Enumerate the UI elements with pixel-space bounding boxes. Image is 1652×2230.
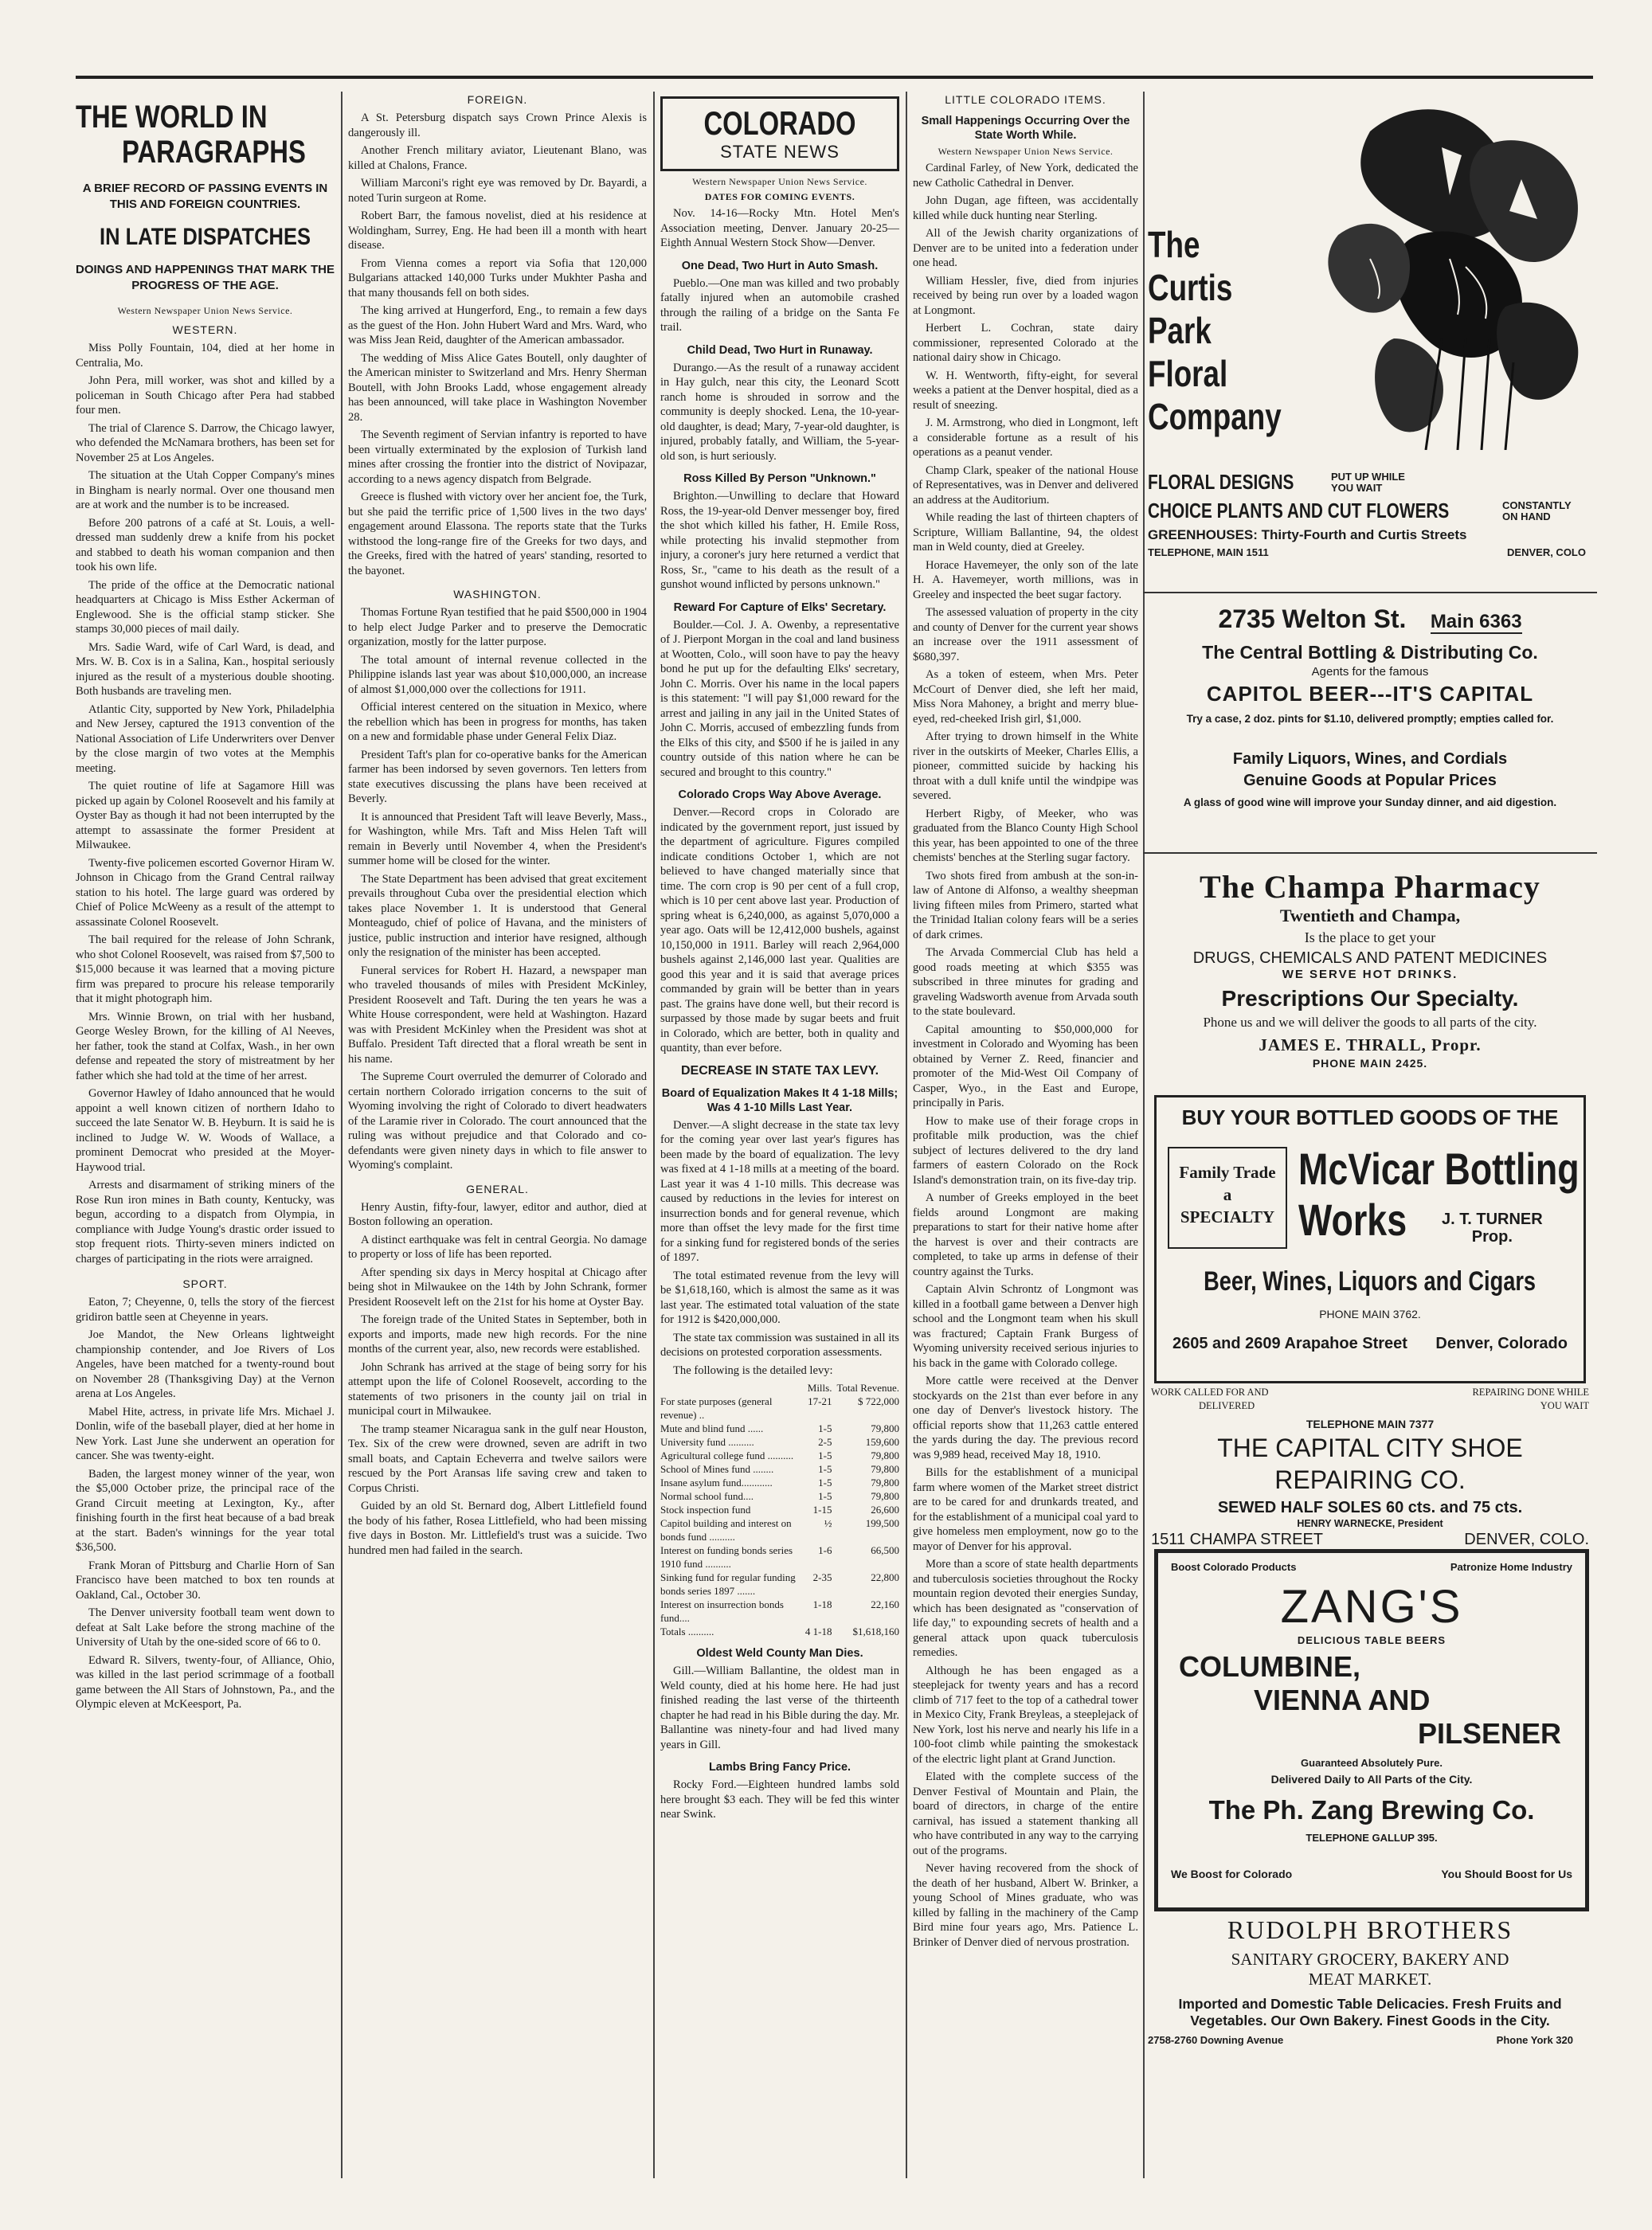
news-paragraph: After spending six days in Mercy hospital at Chicago after being shot in Milwaukee on the 14th by John Schrank, former President Roosevelt left on the 21st for his home at Oyster Bay. (348, 1266, 647, 1309)
news-paragraph: The foreign trade of the United States in September, both in exports and imports, made new high records. For the nine months of the current year, also, new records were established. (348, 1313, 647, 1356)
news-paragraph: While reading the last of thirteen chapters of Scripture, William Ballantine, 94, the oldest man in Weld county, died at Greeley. (913, 511, 1138, 554)
news-paragraph: Arrests and disarmament of striking miners of the Rose Run iron mines in Bath county, Kentucky, was begun, according to a dispatch from Olympia, in compliance with Judge Young's drastic order issued to stop frequent riots. Thirty-seven miners indicted on charges of participating in the riots were arraigned. (76, 1179, 335, 1266)
shoe-repair-ad: WORK CALLED FOR AND DELIVERED REPAIRING DONE WHILE YOU WAIT TELEPHONE MAIN 7377 THE CAPITAL CITY SHOE REPAIRING CO. SEWED HALF SOLES 60 cts. and 75 cts. HENRY WARNECKE, President 1511 CHAMPA STREET DENVER, COLO. (1151, 1387, 1589, 1548)
story-heading: Reward For Capture of Elks' Secretary. (673, 601, 887, 614)
table-row: Totals .......... 4 1-18 $1,618,160 (660, 1626, 899, 1637)
story-heading: Lambs Bring Fancy Price. (708, 1761, 851, 1774)
service-credit: Western Newspaper Union News Service. (117, 305, 293, 316)
news-paragraph: A St. Petersburg dispatch says Crown Prince Alexis is dangerously ill. (348, 111, 647, 139)
dates-heading: DATES FOR COMING EVENTS. (704, 191, 855, 202)
news-paragraph: It is announced that President Taft will leave Beverly, Mass., for Washington, while Mrs. Taft and Miss Helen Taft will remain in Beverly until November 4, when the President's summer home will be closed for the winter. (348, 810, 647, 867)
advertisements-column (1143, 92, 1597, 2186)
news-paragraph: The tramp steamer Nicaragua sank in the gulf near Houston, Tex. Six of the crew were drowned, seven are adrift in two small boats, and Captain Echeverra and twelve sailors were rescued by the Port Aransas life saving crew and taken to Corpus Christi. (348, 1422, 647, 1495)
section-sport: SPORT. (182, 1277, 228, 1290)
news-paragraph: From Vienna comes a report via Sofia that 120,000 Bulgarians attacked 140,000 Turks under Mukhter Pasha and that many thousands fell on both sides. (348, 256, 647, 299)
table-row: Sinking fund for regular funding bonds series 1897 ....... 2-35 22,800 (660, 1571, 899, 1597)
colorado-title: COLORADO (703, 104, 856, 142)
story-text: The following is the detailed levy: (673, 1363, 833, 1377)
sport-articles (76, 1295, 335, 1712)
news-paragraph: W. H. Wentworth, fifty-eight, for several weeks a patient at the Denver hospital, died as a result of sneezing. (913, 369, 1138, 412)
ad-divider (1143, 852, 1597, 854)
top-rule (76, 76, 1593, 79)
news-paragraph: Funeral services for Robert H. Hazard, a newspaper man who traveled thousands of miles with President McKinley, President Roosevelt and Taft. During the ten years he was a White House correspondent, were held at Washington. Hazard was with President McKinley when the President was shot at Buffalo. President Taft directed that a floral wreath be sent in his name. (348, 964, 647, 1066)
mcvicar-name: McVicar Bottling Works (1298, 1144, 1580, 1245)
section-western: WESTERN. (172, 323, 238, 336)
story-text: Boulder.—Col. J. A. Owenby, a representative of J. Pierpont Morgan in the coal and land business at Wootten, Colo., will soon have to pay the heavy bond he put up for the defaulting Elks' secretary, John C. Morris. Over his name in the local papers is this statement: "I will pay $1,000 reward for the arrest and jailing in any jail in the United States of John C. Morris, accused of embezzling funds from the Elks of this city, and $500 if he is jailed in any country outside of this nation where he can be secured and brought to this country." (660, 618, 899, 779)
news-paragraph: A distinct earthquake was felt in central Georgia. No damage to property or loss of life has been reported. (348, 1233, 647, 1261)
news-paragraph: A number of Greeks employed in the beet fields around Longmont are making preparations to start for their native home after the harvest is over and their contracts are completed, to take up arms in defense of their country against the Turks. (913, 1191, 1138, 1278)
family-trade-box: Family Trade a SPECIALTY (1168, 1147, 1287, 1249)
capitol-beer-ad: 2735 Welton St. Main 6363 The Central Bottling & Distributing Co. Agents for the famous CAPITOL BEER---IT'S CAPITAL Try a case, 2 doz. pints for $1.10, delivered promptly; empties called for. Family Liquors, Wines, and Cordials Genuine Goods at Popular Prices A glass of good wine will improve your Sunday dinner, and aid digestion. (1183, 604, 1557, 808)
news-paragraph: The Denver university football team went down to defeat at Salt Lake before the strong machine of the University of Utah by the one-sided score of 66 to 0. (76, 1606, 335, 1649)
column-world-paragraphs (76, 92, 335, 2186)
general-articles (348, 1200, 647, 1559)
table-row: Agricultural college fund .......... 1-5 79,800 (660, 1450, 899, 1461)
news-paragraph: The assessed valuation of property in the city and county of Denver for the current year shows an increase over the 1911 assessment of $680,397. (913, 606, 1138, 663)
story-text: Brighton.—Unwilling to declare that Howard Ross, the 19-year-old Denver messenger boy, fired the shot which killed his father, H. Emile Ross, while protecting his invalid stepmother from injury, a coroner's jury here returned a verdict that Ross, Sr., "came to his death as the result of a gunshot wound inflicted by persons unknown." (660, 490, 899, 591)
news-paragraph: Bills for the establishment of a municipal farm where women of the Market street district are to be cared for and drunkards treated, and for the establishment of a municipal coal yard to give homeless men employment, now go to the mayor of Denver for his approval. (913, 1466, 1138, 1553)
news-paragraph: Henry Austin, fifty-four, lawyer, editor and author, died at Boston following an operation. (348, 1200, 647, 1228)
story-heading: DECREASE IN STATE TAX LEVY. (680, 1063, 879, 1078)
mcvicar-products: Beer, Wines, Liquors and Cigars (1204, 1266, 1537, 1297)
story-text: The state tax commission was sustained in all its decisions on protested corporation assessments. (660, 1331, 899, 1359)
foreign-articles (348, 111, 647, 578)
tax-levy-table (660, 1381, 899, 1638)
curtis-name-block: The Curtis Park Floral Company (1148, 224, 1282, 437)
news-paragraph: Mabel Hite, actress, in private life Mrs. Michael J. Donlin, wife of the baseball player, died at her home in New York. Last June she underwent an operation for cancer. She was twenty-eight. (76, 1405, 335, 1462)
news-paragraph: Governor Hawley of Idaho announced that he would appoint a well known citizen of northern Idaho to succeed the late Senator W. B. Heyburn. It is said he is inclined to Judge W. W. Woods of Wallace, a prominent Democrat who presided at the Moyer-Haywood trial. (76, 1087, 335, 1174)
service-credit: Western Newspaper Union News Service. (692, 176, 867, 187)
table-row: Stock inspection fund 1-15 26,600 (660, 1504, 899, 1516)
table-row: Insane asylum fund............ 1-5 79,800 (660, 1477, 899, 1489)
news-paragraph: President Taft's plan for co-operative banks for the American farmer has been indorsed by seven governors. Ten letters from state executives discussing the plans have been received at Beverly. (348, 748, 647, 805)
news-paragraph: Never having recovered from the shock of the death of her husband, Albert W. Brinker, a young School of Mines graduate, who was killed by falling in the machinery of the Camp Bird mine four years ago, Mrs. Patience L. Brinker of Denver died of nervous prostration. (913, 1862, 1138, 1949)
table-row: For state purposes (general revenue) .. 17-21 $ 722,000 (660, 1395, 899, 1421)
column-little-colorado (913, 92, 1138, 2186)
story-heading: Colorado Crops Way Above Average. (678, 788, 882, 801)
section-general: GENERAL. (466, 1182, 529, 1195)
news-paragraph: Official interest centered on the situation in Mexico, where the rebellion which has been in progress for months, has taken on a new and formidable phase under General Felix Diaz. (348, 701, 647, 743)
story-text: Durango.—As the result of a runaway accident in Hay gulch, near this city, the Leonard Scott ranch home is shrouded in sorrow and the community is deeply shocked. Lena, the 10-year-old daughter, is dead; Mary, 7-year-old daughter, is injured, probably fatally, and William, the 5-year-old son, is hurt seriously. (660, 361, 899, 463)
western-articles (76, 341, 335, 1266)
table-row: Mute and blind fund ...... 1-5 79,800 (660, 1422, 899, 1434)
news-paragraph: Joe Mandot, the New Orleans lightweight championship contender, and Joe Rivers of Los Angeles, have been matched for a twenty-round bout on November 28 (Thanksgiving Day) at the Vernon arena at Los Angeles. (76, 1328, 335, 1400)
news-paragraph: More cattle were received at the Denver stockyards on the 21st than ever before in any one day of Denver's livestock history. The official reports show that 11,263 cattle entered the yards during the day. The previous record was 9,989 head, received May 18, 1910. (913, 1375, 1138, 1461)
news-paragraph: Miss Polly Fountain, 104, died at her home in Centralia, Mo. (76, 342, 335, 370)
curtis-services: FLORAL DESIGNS PUT UP WHILE YOU WAIT CHOICE PLANTS AND CUT FLOWERS CONSTANTLY ON HAND GREENHOUSES: Thirty-Fourth and Curtis Streets TELEPHONE, MAIN 1511 DENVER, COLO (1148, 470, 1586, 558)
news-paragraph: Herbert Rigby, of Meeker, who was graduated from the Blanco County High School this year, has been appointed to one of the three chemists' benches at the Sterling sugar factory. (913, 807, 1138, 864)
news-paragraph: As a token of esteem, when Mrs. Peter McCourt of Denver died, she left her maid, Miss Nora Mahoney, a bright and merry blue-eyed, red-cheeked Irish girl, $1,000. (913, 668, 1138, 726)
column-divider (906, 92, 907, 2178)
table-row: University fund .......... 2-5 159,600 (660, 1436, 899, 1448)
news-paragraph: Thomas Fortune Ryan testified that he paid $500,000 in 1904 to help elect Judge Parker and to preserve the Democratic organization, mostly for the latter purpose. (348, 606, 647, 648)
news-paragraph: More than a score of state health departments and tuberculosis societies throughout the Rocky mountain region devoted their energies Sunday, which has been designated as "conservation of life day," to expounding secrets of health and a general attack upon quack tuberculosis remedies. (913, 1558, 1138, 1659)
column-divider (653, 92, 655, 2178)
story-subheading: Board of Equalization Makes It 4 1-18 Mills; Was 4 1-10 Mills Last Year. (661, 1086, 898, 1114)
news-paragraph: Captain Alvin Schrontz of Longmont was killed in a football game between a Denver high school and the Longmont team when his skull was fractured; Captain Frank Burgess of Wyoming university received serious injuries to his back in the game with Colorado college. (913, 1283, 1138, 1370)
news-paragraph: Horace Havemeyer, the only son of the late H. A. Havemeyer, worth millions, was in Greeley and inspected the beet sugar factory. (913, 558, 1138, 601)
headline-world: THE WORLD IN (76, 100, 268, 135)
news-paragraph: How to make use of their forage crops in profitable milk production, was the chief subject of lectures delivered to the dry land farmers of eastern Colorado on the Rock Island's demonstration train, on its five-day trip. (913, 1114, 1138, 1187)
news-paragraph: Elated with the complete success of the Denver Festival of Mountain and Plain, the board of directors, in charge of the entire carnival, has issued a statement thanking all who have contributed in any way to the carrying out of the programs. (913, 1770, 1138, 1857)
story-heading: Ross Killed By Person "Unknown." (683, 472, 876, 485)
news-paragraph: Before 200 patrons of a café at St. Louis, a well-dressed man suddenly drew a knife from his pocket and stabbed to death his woman companion and then took his own life. (76, 516, 335, 573)
news-paragraph: Mrs. Winnie Brown, on trial with her husband, George Wesley Brown, for the killing of Al Neeves, her father, took the stand at Colfax, Wash., in her own defense and repeated the story of mistreatment by her father which she had told at the time of her arrest. (76, 1010, 335, 1082)
story-heading: One Dead, Two Hurt in Auto Smash. (681, 259, 879, 272)
news-paragraph: Twenty-five policemen escorted Governor Hiram W. Johnson in Chicago from the Grand Central railway station to his hotel. The large guard was ordered by Chief of Police McWeeny as a result of the attempt to assassinate Colonel Roosevelt. (76, 856, 335, 929)
table-row: Interest on insurrection bonds fund.... 1-18 22,160 (660, 1598, 899, 1624)
news-paragraph: The situation at the Utah Copper Company's mines in Bingham is nearly normal. Over one thousand men are at work and the number is to be increased. (76, 469, 335, 511)
news-paragraph: Edward R. Silvers, twenty-four, of Alliance, Ohio, was killed in the last period scrimmage of a football game between the All Stars of Johnstown, Pa., and the Olympic eleven at McKeesport, Pa. (76, 1653, 335, 1711)
news-paragraph: The pride of the office at the Democratic national headquarters at Chicago is Miss Esther Ackerman of Englewood. She is the official stamp sticker. She stamps 30,000 pieces of mail daily. (76, 578, 335, 636)
washington-articles (348, 605, 647, 1173)
flower-illustration (1322, 100, 1593, 450)
dates-text: Nov. 14-16—Rocky Mtn. Hotel Men's Association meeting, Denver. January 20-25—Eighth Annual Western Stock Show—Denver. (660, 207, 899, 249)
newspaper-page (76, 76, 1593, 2190)
table-row: Capitol building and interest on bonds fund .......... ½ 199,500 (660, 1517, 899, 1543)
news-paragraph: The total amount of internal revenue collected in the Philippine islands last year was about $10,000,000, an increase of almost $1,000,000 over the collections for 1911. (348, 653, 647, 696)
table-row: Interest on funding bonds series 1910 fund .......... 1-6 66,500 (660, 1544, 899, 1570)
news-paragraph: After trying to drown himself in the White river in the outskirts of Meeker, Charles Ellis, a pioneer, committed suicide by hacking his throat with a dull knife until the windpipe was severed. (913, 730, 1138, 802)
section-washington: WASHINGTON. (453, 588, 542, 601)
rudolph-brothers-ad: RUDOLPH BROTHERS SANITARY GROCERY, BAKERY AND MEAT MARKET. Imported and Domestic Table Delicacies. Fresh Fruits and Vegetables. Our Own Bakery. Finest Goods in the City. 2758-2760 Downing Avenue Phone York 320 (1148, 1915, 1573, 2046)
news-paragraph: The Arvada Commercial Club has held a good roads meeting at which $355 was subscribed in three minutes for grading and graveling Wadsworth avenue from Arvada south to the state boulevard. (913, 946, 1138, 1018)
story-heading: Oldest Weld County Man Dies. (696, 1647, 863, 1660)
news-paragraph: Robert Barr, the famous novelist, died at his residence at Woldingham, Surrey, Eng. He had been ill a month with heart disease. (348, 209, 647, 252)
table-row: School of Mines fund ........ 1-5 79,800 (660, 1463, 899, 1475)
mcvicar-proprietor: J. T. TURNER Prop. (1442, 1211, 1543, 1246)
news-paragraph: Herbert L. Cochran, state dairy commissioner, represented Colorado at the national dairy show in Chicago. (913, 322, 1138, 364)
news-paragraph: Cardinal Farley, of New York, dedicated the new Catholic Cathedral in Denver. (913, 162, 1138, 190)
news-paragraph: Atlantic City, supported by New York, Philadelphia and New Jersey, captured the 1913 convention of the National Association of Life Underwriters over Denver by the close margin of two votes at the Memphis meeting. (76, 702, 335, 775)
news-paragraph: Champ Clark, speaker of the national House of Representatives, was in Denver and delivered an address at the Auditorium. (913, 464, 1138, 507)
colorado-state-news-box (660, 96, 899, 171)
news-paragraph: The quiet routine of life at Sagamore Hill was picked up again by Colonel Roosevelt and his family at Oyster Bay as though it had not been interrupted by the attempt to assassinate the former President at Milwaukee. (76, 780, 335, 851)
service-credit: Western Newspaper Union News Service. (938, 146, 1114, 157)
story-text: Gill.—William Ballantine, the oldest man in Weld county, died at his home here. He had just finished reading the last verse of the thirteenth chapter he had read in his Bible during the day. Mr. Ballantine was ninety-four and had lived many years in Gill. (660, 1665, 899, 1751)
news-paragraph: John Schrank has arrived at the stage of being sorry for his attempt upon the life of Colonel Roosevelt, according to the statements of two prisoners in the county jail on trial in municipal court in Milwaukee. (348, 1360, 647, 1418)
mcvicar-bottling-ad: BUY YOUR BOTTLED GOODS OF THE Family Trade a SPECIALTY McVicar Bottling Works J. T. TURNER Prop. Beer, Wines, Liquors and Cigars PHONE MAIN 3762. 2605 and 2609 Arapahoe Street Denver, Colorado (1154, 1095, 1586, 1383)
little-colorado-subhead: Small Happenings Occurring Over the State Worth While. (921, 115, 1130, 142)
news-paragraph: The State Department has been advised that great excitement prevails throughout Cuba over the presidential election which takes place November 1. It is understood that General Monteagudo, chief of police of Havana, and the ministers of justice, public instruction and interior have resigned, although only the resignation of the minister has been accepted. (348, 872, 647, 959)
section-little-colorado: LITTLE COLORADO ITEMS. (945, 93, 1106, 106)
headline-paragraphs: PARAGRAPHS (122, 135, 306, 170)
state-news-title: STATE NEWS (720, 142, 840, 162)
news-paragraph: Although he has been engaged as a steeplejack for twenty years and has a record climb of 717 feet to the top of a cathedral tower in Mexico City, Frank Breyleas, a steeplejack of New York, lost his nerve and nearly his life in a 100-foot climb while painting the smokestack of the electric light plant at Grand Junction. (913, 1664, 1138, 1766)
table-header-row: Mills. Total Revenue. (807, 1382, 899, 1394)
news-paragraph: The trial of Clarence S. Darrow, the Chicago lawyer, who defended the McNamara brothers, has been set for November 25 at Los Angeles. (76, 421, 335, 464)
ad-divider (1143, 592, 1597, 593)
story-text: Denver.—Record crops in Colorado are indicated by the government report, just issued by the department of agriculture. Figures compiled indicate conditions October 1, which are not believed to have changed materially since that time. The corn crop is 90 per cent of a full crop, which is 10 per cent above last year. Production of spring wheat is 6,240,000, as against 5,070,000 a year ago. Oats will be 12,412,000 bushels, against 10,150,000 in 1911. Barley will reach 2,964,000 bushels against 2,146,000 last year. Qualities are good this year and it is said that average prices commanded by grain will be better than in years past. The grains have done well, but their record is surpassed by those made by sugar beets and fruit in Colorado, which are better, both in quality and quantity, than ever before. (660, 806, 899, 1054)
column-foreign (348, 92, 647, 2186)
subhead-doings: DOINGS AND HAPPENINGS THAT MARK THE PROGRESS OF THE AGE. (76, 263, 335, 292)
story-text: Rocky Ford.—Eighteen hundred lambs sold here brought $3 each. They will be fed this winter near Swink. (660, 1778, 899, 1821)
table-row: Normal school fund.... 1-5 79,800 (660, 1490, 899, 1502)
news-paragraph: Two shots fired from ambush at the son-in-law of Antone di Alfonso, a wealthy sheepman living fifteen miles from Primero, started what the Trinidad Italian colony fears will be a series of dark crimes. (913, 869, 1138, 941)
news-paragraph: Frank Moran of Pittsburg and Charlie Horn of San Francisco have been matched to box ten rounds at Oakland, Cal., October 30. (76, 1559, 335, 1602)
story-text: Pueblo.—One man was killed and two probably fatally injured when an automobile crashed through the railing of a bridge on the Santa Fe trail. (660, 276, 899, 334)
news-paragraph: The wedding of Miss Alice Gates Boutell, only daughter of the American minister to Switzerland and Mrs. Henry Sherman Boutell, with John Brooks Ladd, whose engagement already has been announced, will take place in Washington November 28. (348, 351, 647, 424)
story-text: The total estimated revenue from the levy will be $1,618,160, which is almost the same as it was last year. The estimated total valuation of the state for 1912 is $420,000,000. (660, 1269, 899, 1326)
story-text: Denver.—A slight decrease in the state tax levy for the coming year over last year's figures has been made by the board of equalization. The levy was fixed at 4 1-18 mills at a meeting of the board. Last year it was 4 1-10 mills. This decrease was caused by reductions in the levies for interest on insurrection bonds and for general revenue, which more than offset the levy made for the first time for a sinking fund for registered bonds of the series of 1897. (660, 1118, 899, 1264)
little-colorado-articles (913, 161, 1138, 1950)
news-paragraph: Mrs. Sadie Ward, wife of Carl Ward, is dead, and Mrs. W. B. Cox is in a Salina, Kan., hospital seriously injured as the result of a mysterious double shooting. Both husbands are traveling men. (76, 640, 335, 698)
news-paragraph: The Supreme Court overruled the demurrer of Colorado and certain northern Colorado irrigation concerns to the suit of Wyoming involving the right of Colorado to divert headwaters of the Laramie river in Colorado. The court announced that the ruling was without prejudice and that Colorado and co-defendants were given ninety days in which to file answer to Wyoming's complaint. (348, 1070, 647, 1172)
news-paragraph: Eaton, 7; Cheyenne, 0, tells the story of the fiercest gridiron battle seen at Cheyenne in years. (76, 1296, 335, 1324)
column-divider (341, 92, 343, 2178)
news-paragraph: John Dugan, age fifteen, was accidentally killed while duck hunting near Sterling. (913, 194, 1138, 222)
news-paragraph: Greece is flushed with victory over her ancient foe, the Turk, but she paid the terrific price of 1,500 lives in the two days' engagement around Elassona. The reports state that the Turks withstood the long-range fire of the Greeks for two days, and the Greeks, fired with the hatred of years' standing, resorted to the bayonet. (348, 491, 647, 577)
column-colorado-news (660, 92, 899, 2186)
news-paragraph: Another French military aviator, Lieutenant Blano, was killed at Chalons, France. (348, 144, 647, 172)
zang-brewing-ad: Boost Colorado Products Patronize Home Industry ZANG'S DELICIOUS TABLE BEERS COLUMBINE, VIENNA AND PILSENER Guaranteed Absolutely Pure. Delivered Daily to All Parts of the City. The Ph. Zang Brewing Co. TELEPHONE GALLUP 395. We Boost for Colorado You Should Boost for Us (1154, 1549, 1589, 1911)
curtis-park-floral-ad (1143, 92, 1597, 585)
news-paragraph: J. M. Armstrong, who died in Longmont, left a considerable fortune as a result of his operations as a peanut vender. (913, 417, 1138, 459)
news-paragraph: The Seventh regiment of Servian infantry is reported to have been virtually exterminated by the explosion of Turkish land mines after crossing the frontier into the district of Novipazar, according to a news agency dispatch from Belgrade. (348, 428, 647, 486)
subhead-brief-record: A BRIEF RECORD OF PASSING EVENTS IN THIS AND FOREIGN COUNTRIES. (82, 182, 328, 211)
news-paragraph: Baden, the largest money winner of the year, won the $5,000 October prize, the principal race of the Grand Circuit meeting at Lexington, Ky., after finishing fourth in the first heat because of a bad break at the start. Baden's winnings for the year total $36,500. (76, 1467, 335, 1554)
story-heading: Child Dead, Two Hurt in Runaway. (687, 343, 873, 357)
headline-late-dispatches: IN LATE DISPATCHES (100, 224, 311, 250)
champa-pharmacy-ad: The Champa Pharmacy Twentieth and Champa, Is the place to get your DRUGS, CHEMICALS AND PATENT MEDICINES WE SERVE HOT DRINKS. Prescriptions Our Specialty. Phone us and we will deliver the goods to all parts of the city. JAMES E. THRALL, Propr. PHONE MAIN 2425. (1192, 869, 1548, 1070)
news-paragraph: Capital amounting to $50,000,000 for investment in Colorado and Wyoming has been obtained by Verner Z. Reed, financier and promoter of the Mid-West Oil Company of Casper, Wyo., in the East and Europe, principally in Paris. (913, 1023, 1138, 1109)
news-paragraph: The king arrived at Hungerford, Eng., to remain a few days as the guest of the Hon. John Hubert Ward and Mrs. Ward, who was Miss Jean Reid, daughter of the American ambassador. (348, 304, 647, 346)
news-paragraph: Guided by an old St. Bernard dog, Albert Littlefield found the body of his father, Rosea Littlefield, who had been missing five days in Boston. Mr. Littlefield's trust was a suicide. Two hundred men had failed in the search. (348, 1500, 647, 1557)
news-paragraph: John Pera, mill worker, was shot and killed by a policeman in South Chicago after Pera had stabbed four men. (76, 374, 335, 417)
news-paragraph: William Hessler, five, died from injuries received by being run over by a loaded wagon at Longmont. (913, 274, 1138, 317)
news-paragraph: William Marconi's right eye was removed by Dr. Bayardi, a noted Turin surgeon at Rome. (348, 177, 647, 205)
section-foreign: FOREIGN. (467, 93, 528, 106)
news-paragraph: All of the Jewish charity organizations of Denver are to be united into a federation under one head. (913, 227, 1138, 269)
news-paragraph: The bail required for the release of John Schrank, who shot Colonel Roosevelt, was raised from $7,500 to $15,000 because it was learned that a moving picture firm was prepared to procure his release temporarily that it might photograph him. (76, 933, 335, 1005)
